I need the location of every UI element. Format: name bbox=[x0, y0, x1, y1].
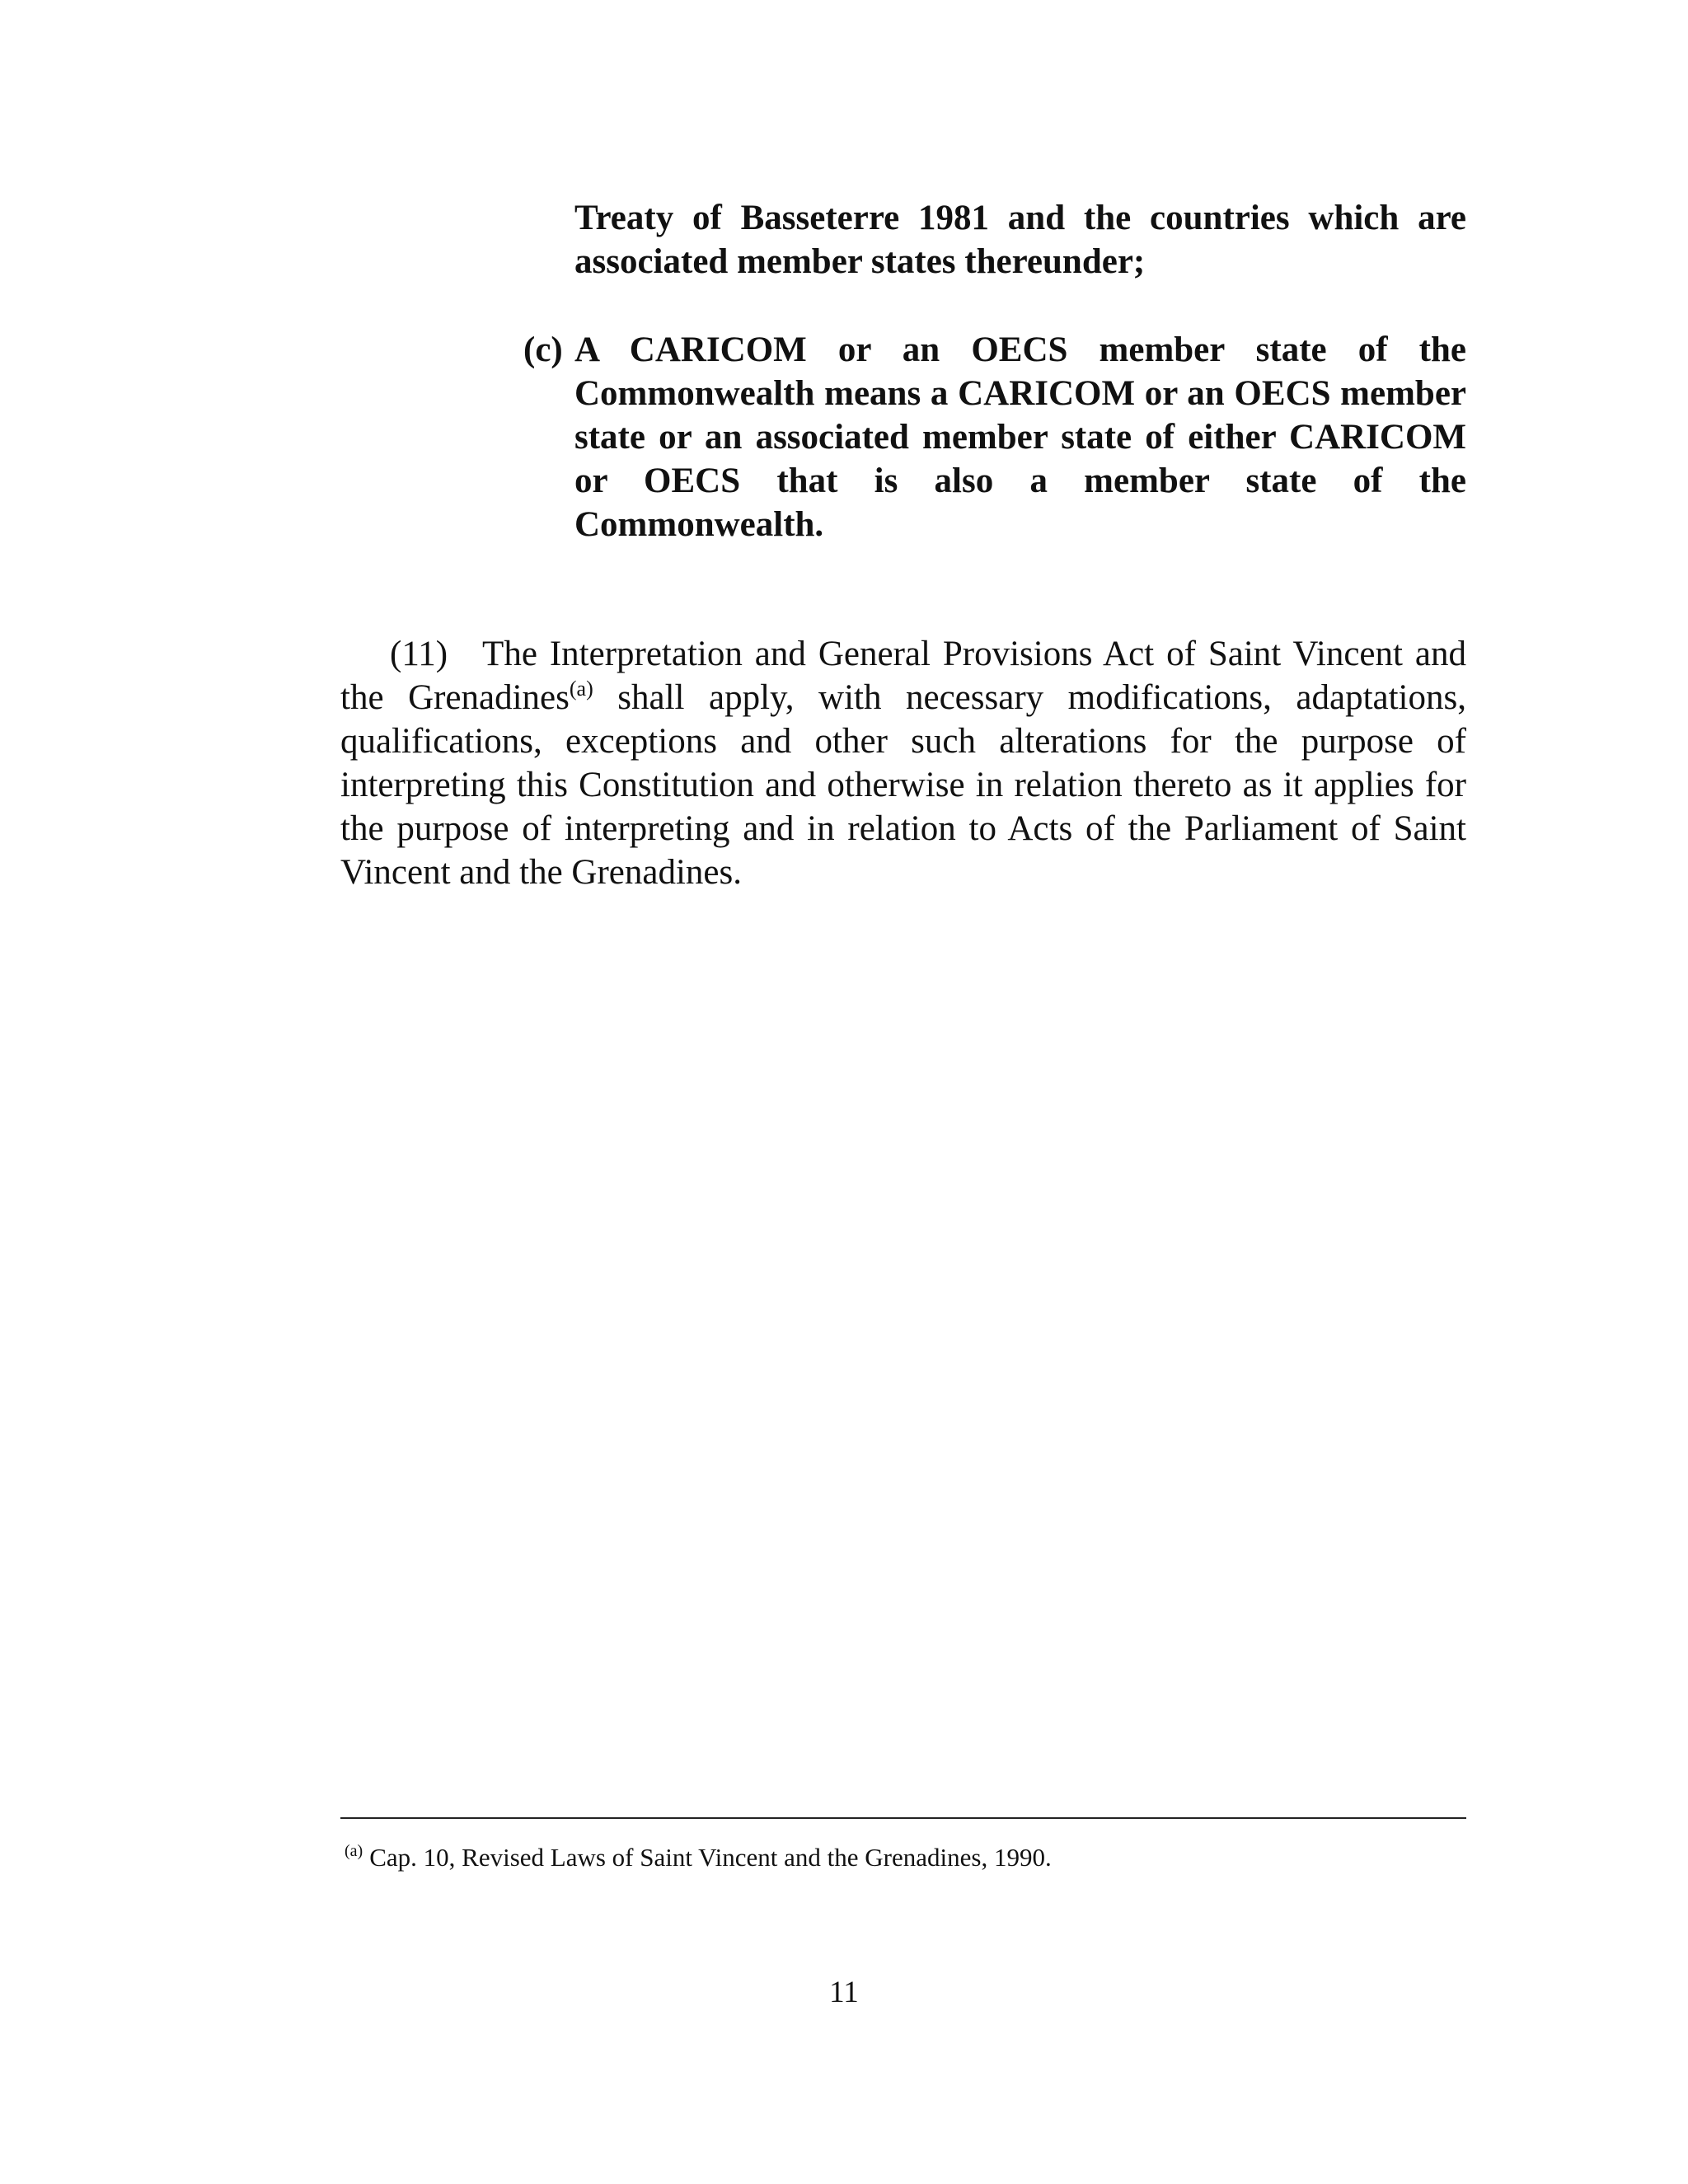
item-c-marker: (c) bbox=[523, 330, 563, 369]
paragraph-text-before-ref: The Interpretation and General Provisions Act of Saint Vincent and the Grenadines bbox=[340, 635, 1466, 717]
definition-continuation bbox=[574, 196, 1466, 284]
paragraph-text-after-ref: shall apply, with necessary modifications, adaptations, qualifications, exceptions and other such alterations for the purpose of interpreting this Constitution and otherwise in relation thereto as it applies for the purpose of interpreting and in relation to Acts of the Parliament of Saint Vincent and the Grenadines. bbox=[340, 678, 1466, 892]
footnote-text: Cap. 10, Revised Laws of Saint Vincent and the Grenadines, 1990. bbox=[369, 1843, 1052, 1872]
footnote bbox=[345, 1841, 1416, 1874]
item-c-text: A CARICOM or an OECS member state of the Commonwealth means a CARICOM or an OECS member state or an associated member state of either CARICOM or OECS that is also a member state of the Commonwealth. bbox=[574, 330, 1466, 544]
page-number: 11 bbox=[829, 1975, 859, 2009]
definition-item-c bbox=[523, 328, 1466, 546]
footnote-mark: (a) bbox=[345, 1842, 363, 1860]
paragraph-11 bbox=[340, 632, 1466, 894]
footnote-separator bbox=[340, 1817, 1466, 1819]
paragraph-11-body bbox=[340, 632, 1466, 894]
footnote-reference-mark: (a) bbox=[569, 677, 593, 701]
continuation-text: Treaty of Basseterre 1981 and the countries which are associated member states thereunder; bbox=[574, 199, 1466, 281]
paragraph-number: (11) bbox=[390, 635, 448, 673]
